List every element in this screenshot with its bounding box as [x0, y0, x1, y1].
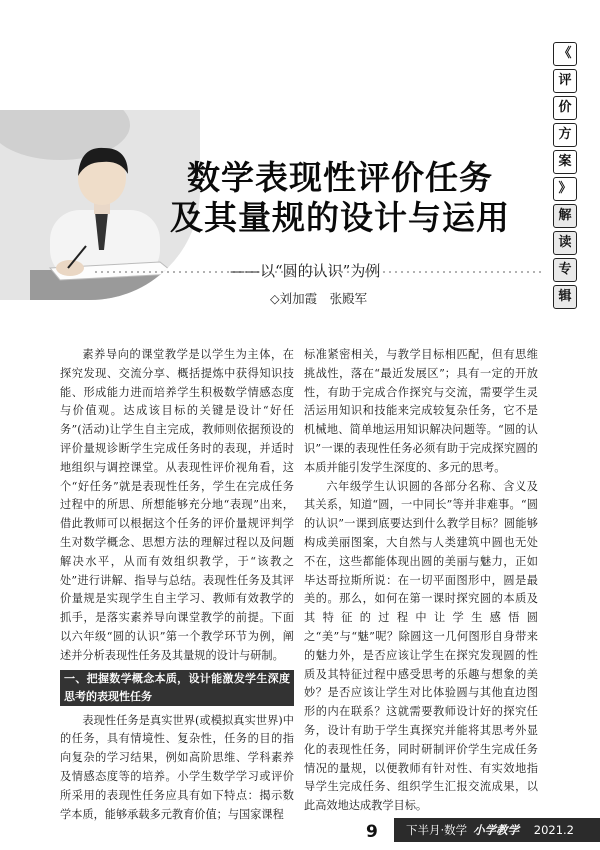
body-column-right	[304, 346, 538, 816]
footer-bar	[394, 818, 600, 842]
paragraph: 素养导向的课堂教学是以学生为主体，在探究发现、交流分享、概括提炼中获得知识技能、形成能力进而培养学生积极数学情感态度与价值观。达成该目标的关键是设计“好任务”(活动)让学生自主完成，教师则依据预设的评价量规诊断学生完成任务时的表现，并适时地组织与调控课堂。从表现性评价视角看，这个“好任务”就是表现性任务，学生在完成任务过程中的所思、所想能够充分地“表现”出来，借此教师可以根据这个任务的评价量规评判学生对数学概念、思想方法的理解过程以及问题解决水平，从而有效组织教学，于“该教之处”进行讲解、指导与总结。表现性任务及其评价量规是实现学生自主学习、教师有效教学的抓手，是落实素养导向课堂教学的前提。下面以六年级“圆的认识”第一个教学环节为例，阐述并分析表现性任务及其量规的设计与研制。	[60, 348, 294, 662]
article-subtitle: ——以“圆的认识”为例	[230, 262, 381, 280]
paragraph: 表现性任务是真实世界(或模拟真实世界)中的任务，具有情境性、复杂性，任务的目的指向复杂的学习结果，例如高阶思维、学科素养及情感态度等的培养。小学生数学学习或评价所采用的表现性任务应具有如下特点：揭示数学本质，能够承载多元教育价值；与国家课程	[60, 713, 294, 821]
article-authors: ◇刘加霞 张殿军	[270, 291, 368, 306]
column-tab-char: 价	[553, 96, 577, 120]
column-tab-char: 专	[553, 258, 577, 282]
column-tab-char: 案	[553, 150, 577, 174]
title-line-1: 数学表现性评价任务	[187, 158, 493, 197]
column-tab-char: 方	[553, 123, 577, 147]
footer-magazine: 小学教学	[473, 823, 520, 837]
page-number: 9	[366, 822, 378, 842]
column-tab-char: 《	[553, 42, 577, 66]
column-tab-char: 评	[553, 69, 577, 93]
column-tab-char: 读	[553, 231, 577, 255]
section-heading: 一、把握数学概念本质，设计能激发学生深度思考的表现性任务	[60, 670, 294, 706]
footer-section: 下半月·数学	[406, 823, 468, 837]
column-tab-char: 解	[553, 204, 577, 228]
footer-issue: 2021.2	[533, 823, 574, 837]
paragraph: 六年级学生认识圆的各部分名称、含义及其关系，知道“圆，一中同长”等并非难事。“圆的认识”一课到底要达到什么教学目标？圆能够构成美丽图案，大自然与人类建筑中圆也无处不在，这些都能体现出圆的美丽与魅力，正如毕达哥拉斯所说：在一切平面图形中，圆是最美的。那么，如何在第一课时探究圆的本质及其特征的过程中让学生感悟圆之“美”与“魅”呢？除圆这一几何图形自身带来的魅力外，是否应该让学生在探究发现圆的性质及其特征过程中感受思考的乐趣与想象的美妙？是否应该让学生对比体验圆与其他直边图形的内在联系？这就需要教师设计好的探究任务，设计有助于学生真探究并能将其思考外显化的表现性任务，同时研制评价学生完成任务情况的量规，以便教师有针对性、有实效地指导学生完成任务、组织学生汇报交流成果，以此高效地达成教学目标。	[304, 479, 538, 813]
column-tab-char: 辑	[553, 285, 577, 309]
body-column-left	[60, 346, 294, 824]
title-line-2: 及其量规的设计与运用	[170, 198, 510, 237]
article-title	[150, 158, 530, 238]
column-tab	[549, 42, 583, 312]
column-tab-char: 》	[553, 177, 577, 201]
paragraph: 标准紧密相关，与教学目标相匹配，但有思维挑战性，落在“最近发展区”；具有一定的开放性，有助于完成合作探究与交流，需要学生灵活运用知识和技能来完成较复杂任务，它不是机械地、简单地运用知识解决问题等。“圆的认识”一课的表现性任务必须有助于完成探究圆的本质并能引发学生深度的、多元的思考。	[304, 348, 538, 474]
